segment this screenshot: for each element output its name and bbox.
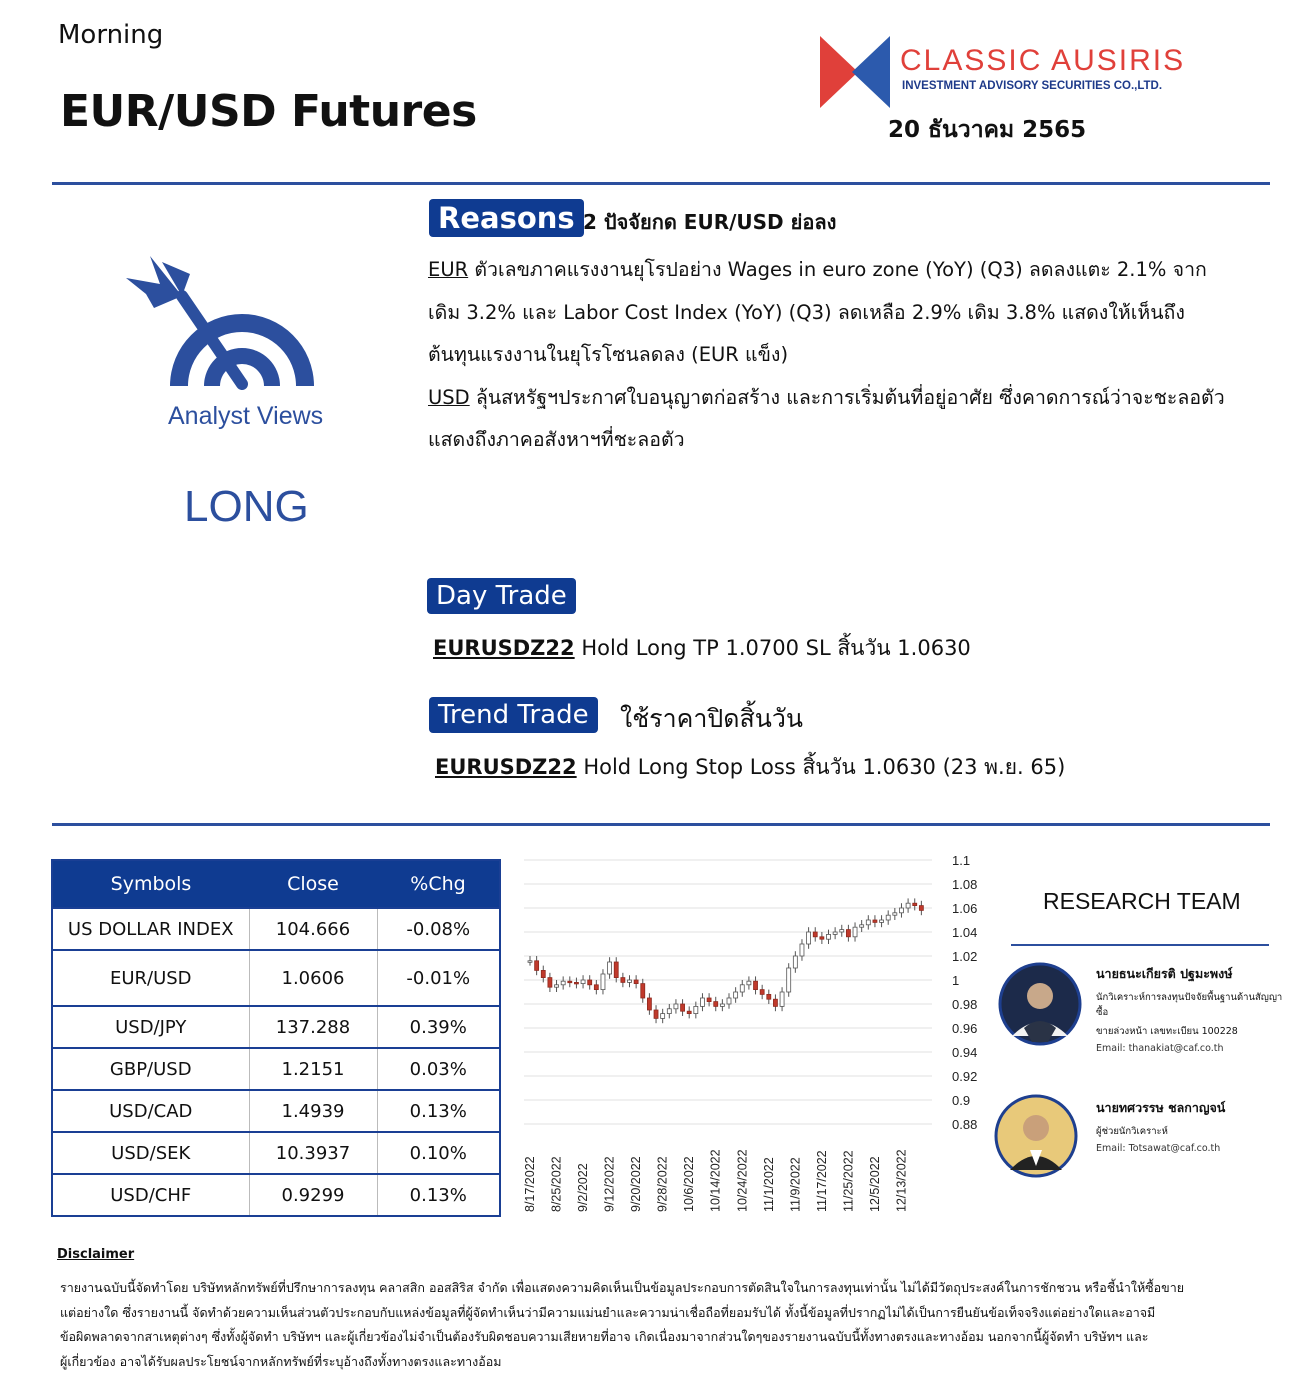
close-cell: 1.2151: [249, 1048, 377, 1090]
close-cell: 10.3937: [249, 1132, 377, 1174]
table-row: [52, 1132, 500, 1174]
candle-body: [787, 968, 791, 992]
table-header: Close: [249, 860, 377, 908]
candle-body: [694, 1006, 698, 1013]
candle-body: [760, 990, 764, 995]
candle-body: [634, 980, 638, 984]
candle-body: [555, 985, 559, 987]
candle-body: [846, 930, 850, 937]
candle-body: [548, 978, 552, 988]
day-trade-text: Hold Long TP 1.0700 SL สิ้นวัน 1.0630: [574, 636, 971, 660]
change-cell: -0.08%: [377, 908, 500, 950]
candle-body: [820, 937, 824, 939]
x-tick-label: 9/20/2022: [629, 1156, 644, 1212]
target-arrow-icon: [124, 256, 338, 390]
research-team-title: RESEARCH TEAM: [1043, 888, 1241, 914]
candle-body: [727, 998, 731, 1004]
usd-reason-line: [428, 377, 1273, 420]
candle-body: [647, 998, 651, 1010]
candle-body: [807, 932, 811, 944]
change-cell: 0.13%: [377, 1174, 500, 1216]
disclaimer-heading: Disclaimer: [57, 1247, 135, 1262]
eur-text-2: เดิม 3.2% และ Labor Cost Index (YoY) (Q3) ลดเหลือ 2.9% เดิม 3.8% แสดงให้เห็นถึง: [428, 300, 1185, 324]
candle-body: [740, 985, 744, 992]
x-tick-label: 9/2/2022: [576, 1163, 591, 1212]
y-tick-label: 0.88: [952, 1117, 978, 1132]
candle-body: [780, 992, 784, 1006]
y-tick-label: 1.04: [952, 925, 978, 940]
candle-body: [800, 944, 804, 956]
candle-body: [700, 998, 704, 1006]
member-name: นายธนะเกียรติ ปฐมะพงษ์: [1096, 966, 1233, 981]
candle-body: [621, 978, 625, 983]
trend-trade-symbol: EURUSDZ22: [435, 755, 577, 779]
x-tick-label: 12/13/2022: [894, 1149, 909, 1212]
change-cell: -0.01%: [377, 950, 500, 1006]
member-title: ผู้ช่วยนักวิเคราะห์: [1096, 1126, 1168, 1137]
usd-text-1: ลุ้นสหรัฐฯประกาศใบอนุญาตก่อสร้าง และการเริ่มต้นที่อยู่อาศัย ซึ่งคาดการณ์ว่าจะชะลอตัว: [469, 385, 1225, 409]
candle-body: [860, 925, 864, 927]
candle-body: [840, 930, 844, 932]
candle-body: [601, 974, 605, 990]
y-tick-label: 1.08: [952, 877, 978, 892]
usd-label: USD: [428, 385, 470, 409]
avatar: [998, 958, 1082, 1050]
eur-text-1: ตัวเลขภาคแรงงานยุโรปอย่าง Wages in euro zone (YoY) (Q3) ลดลงแตะ 2.1% จาก: [468, 258, 1207, 281]
candle-body: [541, 970, 545, 977]
x-tick-label: 10/14/2022: [708, 1149, 723, 1212]
member-name: นายทศวรรษ ชลกาญจน์: [1096, 1100, 1226, 1115]
member-2: [1096, 1098, 1292, 1154]
candle-body: [899, 908, 903, 913]
divider: [52, 182, 1270, 185]
table-row: [52, 1006, 500, 1048]
candle-body: [714, 1002, 718, 1007]
page-title: EUR/USD Futures: [60, 86, 477, 137]
company-subtitle: INVESTMENT ADVISORY SECURITIES CO.,LTD.: [902, 80, 1163, 92]
eur-reason-line: [428, 249, 1273, 292]
disclaimer-text: [60, 1276, 1240, 1374]
reasons-subtitle: 2 ปัจจัยกด EUR/USD ย่อลง: [583, 210, 837, 234]
candle-body: [893, 913, 897, 915]
analyst-views-label: Analyst Views: [168, 402, 324, 430]
close-cell: 104.666: [249, 908, 377, 950]
y-tick-label: 1.06: [952, 901, 978, 916]
candle-body: [880, 920, 884, 922]
candle-body: [886, 915, 890, 920]
symbol-cell: USD/JPY: [52, 1006, 249, 1048]
candle-body: [614, 962, 618, 978]
candle-body: [588, 980, 592, 985]
y-tick-label: 0.9: [952, 1093, 971, 1108]
candle-body: [641, 984, 645, 998]
symbol-cell: US DOLLAR INDEX: [52, 908, 249, 950]
change-cell: 0.13%: [377, 1090, 500, 1132]
y-tick-label: 0.92: [952, 1069, 978, 1084]
divider: [1011, 944, 1269, 946]
table-row: [52, 1090, 500, 1132]
candle-body: [747, 981, 751, 985]
table-row: [52, 1048, 500, 1090]
disclaimer-line: แต่อย่างใด ซึ่งรายงานนี้ จัดทำด้วยความเห็นส่วนตัวประกอบกับแหล่งข้อมูลที่ผู้จัดทำเห็นว่ามีความแม่นยำและความน่าเชื่อถือที่ยอมรับได้ ทั้งนี้ข้อมูลที่ปรากฏไม่ได้เป็นการยืนยันข้อเท็จจริงแต่อย่างใดและอาจมี: [60, 1304, 1156, 1320]
candle-body: [913, 903, 917, 905]
candle-body: [754, 981, 758, 989]
eur-text-3: ต้นทุนแรงงานในยุโรโซนลดลง (EUR แข็ง): [428, 343, 789, 366]
x-tick-label: 11/25/2022: [841, 1150, 856, 1212]
day-trade-symbol: EURUSDZ22: [433, 636, 575, 660]
x-tick-label: 8/25/2022: [549, 1156, 564, 1212]
close-cell: 1.4939: [249, 1090, 377, 1132]
symbol-cell: USD/CAD: [52, 1090, 249, 1132]
x-tick-label: 11/1/2022: [761, 1157, 776, 1212]
report-date: 20 ธันวาคม 2565: [888, 117, 1087, 143]
y-tick-label: 1.02: [952, 949, 978, 964]
day-trade-tag: Day Trade: [427, 578, 576, 614]
symbol-cell: USD/CHF: [52, 1174, 249, 1216]
candle-body: [681, 1004, 685, 1011]
trend-trade-tag: Trend Trade: [429, 697, 598, 733]
candle-body: [608, 962, 612, 974]
candle-body: [866, 920, 870, 925]
candle-body: [581, 980, 585, 984]
symbol-cell: USD/SEK: [52, 1132, 249, 1174]
candle-body: [667, 1009, 671, 1014]
eurusd-candlestick-chart: [520, 848, 990, 1218]
close-cell: 137.288: [249, 1006, 377, 1048]
table-row: [52, 908, 500, 950]
x-tick-label: 9/28/2022: [655, 1156, 670, 1212]
candle-body: [853, 927, 857, 937]
candle-body: [813, 932, 817, 937]
candle-body: [574, 982, 578, 984]
change-cell: 0.03%: [377, 1048, 500, 1090]
candle-body: [661, 1014, 665, 1019]
x-tick-label: 10/24/2022: [735, 1149, 750, 1212]
candle-body: [833, 932, 837, 934]
symbol-cell: GBP/USD: [52, 1048, 249, 1090]
member-title-2: ขายล่วงหน้า เลขทะเบียน 100228: [1096, 1026, 1238, 1037]
change-cell: 0.10%: [377, 1132, 500, 1174]
x-tick-label: 9/12/2022: [602, 1156, 617, 1212]
member-email: Email: Totsawat@caf.co.th: [1096, 1143, 1221, 1154]
candle-body: [628, 980, 632, 982]
disclaimer-line: ผู้เกี่ยวข้อง อาจได้รับผลประโยชน์จากหลักทรัพย์ที่ระบุอ้างถึงทั้งทางตรงและทางอ้อม: [60, 1353, 502, 1369]
disclaimer-line: รายงานฉบับนี้จัดทำโดย บริษัทหลักทรัพย์ที่ปรึกษาการลงทุน คลาสสิก ออสสิริส จำกัด เพื่อแสดงความคิดเห็นเป็นข้อมูลประกอบการตัดสินใจในการลงทุนเท่านั้น ไม่ได้มีวัตถุประสงค์ในการชักชวน หรือชี้นำให้ซื้อขาย: [60, 1280, 1185, 1295]
session-label: Morning: [58, 20, 164, 50]
trend-trade-text: Hold Long Stop Loss สิ้นวัน 1.0630 (23 พ.ย. 65): [576, 755, 1066, 779]
x-tick-label: 11/9/2022: [788, 1157, 803, 1212]
candle-body: [674, 1004, 678, 1009]
table-header: Symbols: [52, 860, 249, 908]
candle-body: [720, 1004, 724, 1006]
company-name: CLASSIC AUSIRIS: [900, 44, 1186, 77]
member-1: [1096, 964, 1292, 1054]
company-logo-icon: [820, 36, 890, 108]
reasons-paragraph: [428, 249, 1273, 462]
trend-trade-note: ใช้ราคาปิดสิ้นวัน: [620, 704, 803, 733]
close-cell: 0.9299: [249, 1174, 377, 1216]
market-table: [51, 859, 501, 1217]
symbol-cell: EUR/USD: [52, 950, 249, 1006]
divider: [52, 823, 1270, 826]
avatar: [994, 1090, 1078, 1182]
member-title: นักวิเคราะห์การลงทุนปัจจัยพื้นฐานด้านสัญญาซื้อ: [1096, 992, 1283, 1018]
candle-body: [687, 1011, 691, 1013]
y-tick-label: 1.1: [952, 853, 971, 868]
disclaimer-line: ข้อผิดพลาดจากสาเหตุต่างๆ ซึ่งทั้งผู้จัดทำ บริษัทฯ และผู้เกี่ยวข้องไม่จำเป็นต้องรับผิดชอบความเสียหายที่อาจ เกิดเนื่องมาจากส่วนใดๆของรายงานฉบับนี้ทั้งทางตรงและทางอ้อม นอกจากนี้ผู้จัดทำ บริษัทฯ และ: [60, 1329, 1149, 1344]
y-tick-label: 0.98: [952, 997, 978, 1012]
trend-trade-line: [435, 751, 1065, 784]
candle-body: [767, 994, 771, 999]
x-tick-label: 12/5/2022: [867, 1156, 882, 1212]
usd-text-2: แสดงถึงภาคอสังหาฯที่ชะลอตัว: [428, 428, 685, 451]
x-tick-label: 8/17/2022: [523, 1156, 537, 1212]
y-tick-label: 0.96: [952, 1021, 978, 1036]
candle-body: [654, 1010, 658, 1018]
y-tick-label: 0.94: [952, 1045, 978, 1060]
candle-body: [919, 906, 923, 911]
candle-body: [773, 999, 777, 1006]
close-cell: 1.0606: [249, 950, 377, 1006]
table-row: [52, 1174, 500, 1216]
candle-body: [827, 934, 831, 939]
candle-body: [793, 956, 797, 968]
candle-body: [707, 998, 711, 1002]
member-email: Email: thanakiat@caf.co.th: [1096, 1043, 1224, 1054]
candle-body: [594, 985, 598, 990]
table-row: [52, 950, 500, 1006]
x-tick-label: 10/6/2022: [682, 1156, 697, 1212]
eur-label: EUR: [428, 258, 469, 281]
table-header: %Chg: [377, 860, 500, 908]
candle-body: [535, 961, 539, 971]
candle-body: [561, 981, 565, 985]
x-tick-label: 11/17/2022: [814, 1150, 829, 1212]
analyst-view-value: LONG: [184, 482, 309, 531]
change-cell: 0.39%: [377, 1006, 500, 1048]
candle-body: [528, 961, 532, 963]
candle-body: [906, 903, 910, 908]
candle-body: [734, 992, 738, 998]
day-trade-line: [433, 632, 971, 665]
candle-body: [568, 981, 572, 983]
y-tick-label: 1: [952, 973, 960, 988]
reasons-tag: Reasons: [429, 199, 584, 237]
candle-body: [873, 920, 877, 922]
table-header-row: [52, 860, 500, 908]
